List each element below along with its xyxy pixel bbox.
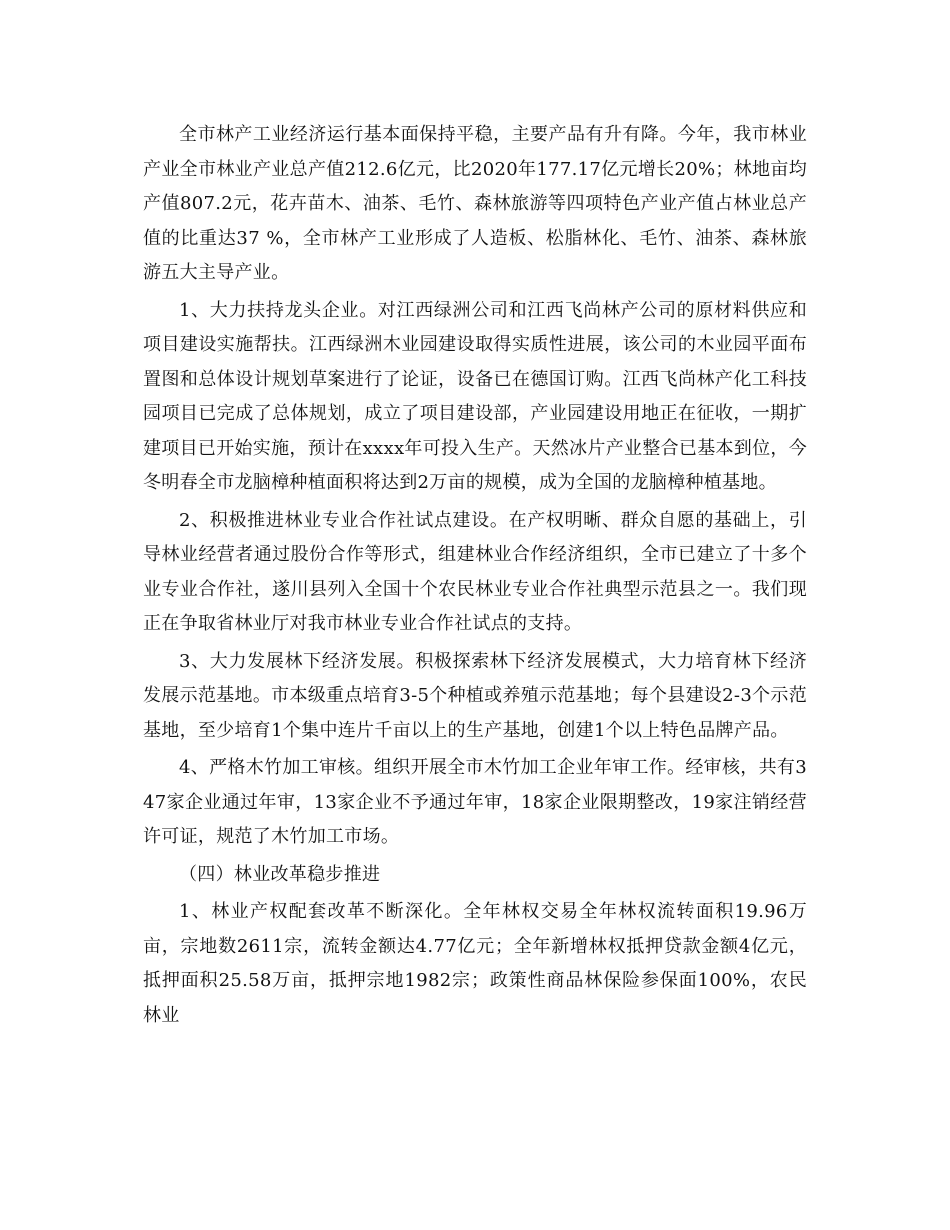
paragraph-leading-enterprises: 1、大力扶持龙头企业。对江西绿洲公司和江西飞尚林产公司的原材料供应和项目建设实施帮扶。江西绿洲木业园建设取得实质性进展，该公司的木业园平面布置图和总体设计规划草案进行了论证，设备已在德国订购。江西飞尚林产化工科技园项目已完成了总体规划，成立了项目建设部，产业园建设用地正在征收，一期扩建项目已开始实施，预计在xxxx年可投入生产。天然冰片产业整合已基本到位，今冬明春全市龙脑樟种植面积将达到2万亩的规模，成为全国的龙脑樟种植基地。 [143, 299, 808, 493]
paragraph-property-rights-reform: 1、林业产权配套改革不断深化。全年林权交易全年林权流转面积19.96万亩，宗地数2611宗，流转金额达4.77亿元；全年新增林权抵押贷款金额4亿元，抵押面积25.58万亩，抵押宗地1982宗；政策性商品林保险参保面100%，农民林业 [143, 901, 807, 1026]
document-body [143, 118, 807, 1036]
section-heading: （四）林业改革稳步推进 [179, 863, 381, 885]
paragraph-understory-economy: 3、大力发展林下经济发展。积极探索林下经济发展模式，大力培育林下经济发展示范基地。市本级重点培育3-5个种植或养殖示范基地；每个县建设2-3个示范基地，至少培育1个集中连片千亩以上的生产基地，创建1个以上特色品牌产品。 [143, 650, 807, 741]
paragraph-industry-overview: 全市林产工业经济运行基本面保持平稳，主要产品有升有降。今年，我市林业产业全市林业产业总产值212.6亿元，比2020年177.17亿元增长20%；林地亩均产值807.2元，花卉苗木、油茶、毛竹、森林旅游等四项特色产业产值占林业总产值的比重达37 %，全市林产工业形成了人造板、松脂林化、毛竹、油茶、森林旅游五大主导产业。 [143, 124, 807, 283]
paragraph-wood-processing-review: 4、严格木竹加工审核。组织开展全市木竹加工企业年审工作。经审核，共有347家企业通过年审，13家企业不予通过年审，18家企业限期整改，19家注销经营许可证，规范了木竹加工市场。 [143, 757, 807, 847]
paragraph-cooperatives: 2、积极推进林业专业合作社试点建设。在产权明晰、群众自愿的基础上，引导林业经营者通过股份合作等形式，组建林业合作经济组织，全市已建立了十多个业专业合作社，遂川县列入全国十个农民林业专业合作社典型示范县之一。我们现正在争取省林业厅对我市林业专业合作社试点的支持。 [143, 509, 807, 634]
